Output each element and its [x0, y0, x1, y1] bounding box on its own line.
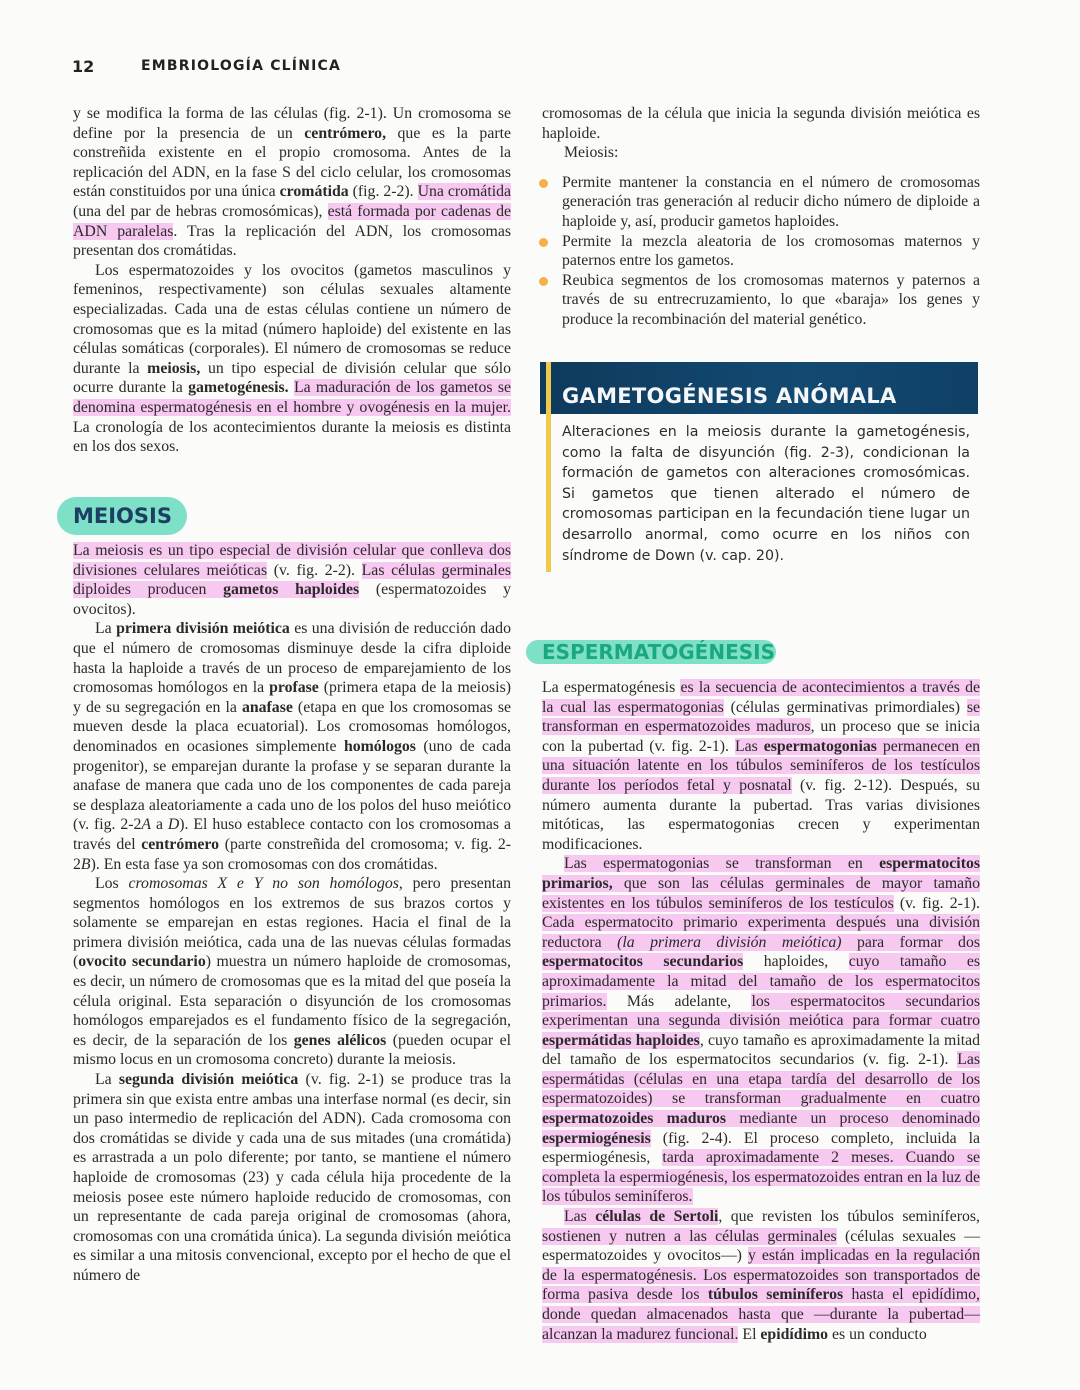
text-run: (pueden ocupar el mismo locus en un cromosoma concreto) durante la meiosis. [73, 1031, 512, 1069]
paragraph [542, 1207, 980, 1344]
box-text: Alteraciones en la meiosis durante la gametogénesis, como la falta de disyunción (fig. 2-3), condicionan la formación de gametos con alteraciones cromosómicas. Si gametos que tienen alterado el número de cromosomas participan en la fecundación tiene lugar un desarrollo anormal, como ocurre en los niños con síndrome de Down (v. cap. 20). [562, 424, 970, 564]
bold-term: primera división meiótica [116, 620, 290, 638]
text-run: (células sexuales —espermatozoides y ovocitos—) [542, 1227, 981, 1265]
highlighted-text: Las células germinales diploides producen [73, 561, 511, 599]
text-run: haploides, [743, 953, 849, 971]
text-run: B [80, 855, 91, 873]
highlighted-text: para formar dos [841, 933, 981, 951]
text-run: , que revisten los túbulos seminíferos, [718, 1208, 980, 1226]
bullet-item [542, 173, 980, 232]
bold-term: homólogos [343, 737, 416, 755]
text-run: ). El huso establece contacto con los cromosomas a través del [73, 816, 511, 853]
highlighted-text: Las espermátidas (células en una etapa tardía del desarrollo de los espermatozoides) se transforman gradualmente en cuatro [542, 1051, 980, 1108]
paragraph [73, 619, 511, 874]
paragraph [542, 854, 980, 1207]
highlighted-text: se transforman en espermatozoides maduros [542, 698, 981, 736]
text-run: cromosomas de la célula que inicia la segunda división meiótica es haploide. [542, 105, 980, 142]
text-run: (espermatozoides y ovocitos). [73, 581, 511, 618]
highlighted-text: gametos haploides [223, 581, 360, 599]
text-run: (v. fig. 2-1) se produce tras la primera sin que exista entre ambas una interfase normal (es decir, sin un paso intermedio de replicación del ADN). Cada cromosoma con dos cromátidas se divide y cada una de sus mitades (una cromátida) es arrastrada a un polo diferente; por tanto, se mantiene el número haploide de cromosomas (23) y cada célula hija procedente de la meiosis posee este número haploide reducido de cromosomas, con un representante de cada pareja original de cromosomas (ahora, cromosomas con una cromátida única). La segunda división meiótica es similar a una mitosis convencional, excepto por el hecho de que el número de [73, 1071, 511, 1284]
text-run: , cuyo tamaño es aproximadamente la mitad del tamaño de los espermatocitos secundarios (v. fig. 2-1). [542, 1031, 981, 1069]
highlighted-text: espermatocitos secundarios [542, 953, 744, 971]
bold-term: anafase [241, 698, 293, 716]
highlighted-text: permanecen en una situación latente en los túbulos seminíferos de los testículos durante los períodos fetal y posnatal [542, 737, 980, 794]
text-run: ). En esta fase ya son cromosomas con dos cromátidas. [90, 855, 438, 873]
meiosis-section-text [73, 541, 511, 1286]
highlighted-text: células de Sertoli [595, 1208, 719, 1226]
gametogenesis-anomala-box [540, 362, 978, 574]
highlighted-text: está formada por cadenas de ADN paralelas [73, 202, 511, 240]
highlighted-text: Una cromátida [417, 183, 512, 201]
meiosis-heading: MEIOSIS [57, 497, 187, 535]
text-run: (etapa en que los cromosomas se mueven desde la placa ecuatorial). Los cromosomas homólogos, denominados en ocasiones simplemente [73, 698, 511, 755]
highlighted-text: Las [734, 737, 764, 755]
paragraph [73, 1070, 511, 1286]
text-run: A [141, 816, 152, 834]
espermatogenesis-heading: ESPERMATOGÉNESIS [526, 640, 776, 664]
text-run: . Tras la replicación del ADN, los cromosomas presentan dos cromátidas. [73, 222, 511, 260]
text-run: La espermatogénesis [542, 679, 681, 696]
highlighted-text: espermatozoides maduros [542, 1110, 727, 1128]
highlighted-text: La maduración de los gametos se denomina espermatogénesis en el hombre y ovogénesis en la mujer. [73, 379, 511, 416]
highlighted-text: Las [564, 1208, 596, 1226]
highlighted-text: túbulos seminíferos [707, 1286, 844, 1304]
paragraph [73, 261, 511, 457]
text-run: (parte constreñida del cromosoma; v. fig. 2-2 [73, 835, 511, 873]
highlighted-text: (la primera división meiótica) [617, 933, 842, 951]
text-run: (v. fig. 2-1). [893, 894, 980, 912]
highlighted-text: Las espermatogonias se transforman en [564, 855, 880, 873]
text-run: (uno de cada progenitor), se emparejan durante la profase y se separan durante la anafase de manera que cada uno de los componentes de cada pareja se desplaza aleatoriamente a cada uno de los polos del huso meiótico (v. fig. 2-2 [73, 737, 511, 834]
text-run: Más adelante, [606, 992, 752, 1010]
bullet-item [542, 232, 980, 271]
bullet-text: Permite mantener la constancia en el número de cromosomas generación tras generación al reducir dicho número de diploide a haploide y, así, producir gametos haploides. [562, 173, 980, 230]
text-run: Meiosis: [564, 144, 619, 162]
text-run: Los espermatozoides y los ovocitos (gametos masculinos y femeninos, respectivamente) son células sexuales altamente especializadas. Cada una de estas células contiene un número de cromosomas que es la mitad (número haploide) del existente en las células somáticas (corporales). El número de cromosomas se reduce durante la [73, 261, 511, 377]
running-title: EMBRIOLOGÍA CLÍNICA [141, 58, 342, 74]
highlighted-text: hasta el epidídimo, donde quedan almacenados hasta que —durante la pubertad— alcanzan la madurez funcional. [542, 1286, 980, 1343]
text-run: D [167, 816, 180, 834]
text-run: que es la parte constreñida existente en el propio cromosoma. Antes de la replicación del ADN, en la fase S del ciclo celular, los cromosomas están constituidos por una única [73, 124, 511, 201]
highlighted-text: sostienen y nutren a las células germinales [542, 1227, 837, 1245]
bullet-dot-icon [539, 179, 548, 188]
bold-term: gametogénesis. [188, 379, 289, 397]
highlighted-text: tarda aproximadamente 2 meses. Cuando se completa la espermiogénesis, los espermatozoides entran en la luz de los túbulos seminíferos. [542, 1149, 981, 1206]
paragraph [542, 104, 980, 143]
paragraph [73, 104, 511, 261]
highlighted-text: y están implicadas en la regulación de la espermatogénesis. Los espermatozoides son transportados de forma pasiva desde los [542, 1247, 980, 1304]
bold-term: centrómero [141, 835, 220, 853]
bullet-text: Permite la mezcla aleatoria de los cromosomas maternos y paternos entre los gametos. [562, 232, 980, 270]
text-run: El [738, 1325, 761, 1343]
text-run: es una división de reducción dado que el número de cromosomas disminuye desde la cifra diploide hasta la haploide a través de un proceso de emparejamiento de los cromosomas homólogos en la [73, 620, 511, 697]
box-title: GAMETOGÉNESIS ANÓMALA [562, 384, 897, 408]
text-run: (primera etapa de la meiosis) y de su segregación en la [73, 679, 512, 716]
highlighted-text: mediante un proceso denominado [726, 1110, 980, 1128]
highlighted-text: es la secuencia de acontecimientos a través de la cual las espermatogonias [542, 679, 980, 716]
paragraph [73, 541, 511, 619]
text-run: (una del par de hebras cromosómicas), [73, 202, 328, 220]
text-run: , un proceso que se inicia con la pubertad (v. fig. 2-1). [542, 718, 980, 755]
text-run: (células germinativas primordiales) [723, 698, 967, 716]
page-number: 12 [72, 57, 95, 76]
highlighted-text: espermiogénesis [542, 1129, 651, 1147]
highlighted-text: que son las células germinales de mayor tamaño existentes en los túbulos seminíferos de los testículos [542, 874, 980, 912]
text-run: (v. fig. 2-12). Después, su número aumenta durante la pubertad. Tras varias divisiones mitóticas, las espermatogonias crecen y experimentan modificaciones. [542, 776, 980, 853]
right-intro [542, 104, 980, 330]
text-run: y se modifica la forma de las células (fig. 2-1). Un cromosoma se define por la presencia de un [73, 105, 511, 142]
highlighted-text: La meiosis es un tipo especial de división celular que conlleva dos divisiones celulares meióticas [73, 542, 511, 579]
text-run: es un conducto [828, 1325, 927, 1343]
text-run: ) muestra un número haploide de cromosomas, es decir, un número de cromosomas que es la mitad del que poseía la célula original. Esta separación o disyunción de los cromosomas homólogos emparejados es el fundamento físico de la segregación, es decir, de la separación de los [73, 953, 511, 1049]
paragraph [542, 678, 980, 854]
bold-term: meiosis, [147, 359, 201, 377]
bold-term: ovocito secundario [78, 953, 206, 971]
box-accent-bar [546, 362, 551, 572]
highlighted-text: Cada espermatocito primario experimenta después una división reductora [542, 914, 980, 951]
text-run: a [151, 816, 168, 834]
paragraph [542, 143, 980, 163]
bold-term: epidídimo [760, 1325, 829, 1343]
espermatogenesis-section-text [542, 678, 980, 1344]
text-run: un tipo especial de división celular que sólo ocurre durante la [73, 359, 512, 397]
text-run: Los [95, 875, 129, 893]
text-run: pero presentan segmentos homólogos en los extremos de sus brazos cortos y solamente se emparejan en estas regiones. Hacia el final de la primera división meiótica, cada una de las nuevas células formadas ( [73, 875, 511, 971]
left-intro-text [73, 104, 511, 457]
meiosis-bullet-list [542, 173, 980, 330]
highlighted-text: cuyo tamaño es aproximadamente la mitad del tamaño de los espermatocitos primarios. [542, 953, 981, 1010]
bullet-dot-icon [539, 277, 548, 286]
text-run: (v. fig. 2-2). [267, 561, 362, 579]
bold-term: cromátida [279, 183, 349, 201]
text-run: La [95, 620, 117, 638]
highlighted-text: espermátidas haploides [542, 1031, 700, 1049]
text-run: (fig. 2-4). El proceso completo, incluida la espermiogénesis, [542, 1129, 980, 1167]
bold-term: genes alélicos [293, 1031, 387, 1049]
right-intro-text [542, 104, 980, 163]
text-run: La cronología de los acontecimientos durante la meiosis es distinta en los dos sexos. [73, 418, 511, 456]
highlighted-text: espermatocitos primarios, [542, 855, 980, 892]
text-run: (fig. 2-2). [348, 183, 418, 201]
bold-term: segunda división meiótica [118, 1071, 299, 1089]
text-run: La [95, 1071, 119, 1089]
bullet-dot-icon [539, 238, 548, 247]
paragraph [73, 874, 511, 1070]
bold-term: centrómero, [304, 124, 387, 142]
bullet-item [542, 271, 980, 330]
highlighted-text: los espermatocitos secundarios experimentan una segunda división meiótica para formar cuatro [542, 992, 981, 1030]
text-run: cromosomas X e Y no son homólogos, [128, 875, 403, 893]
bold-term: profase [269, 679, 319, 697]
bullet-text: Reubica segmentos de los cromosomas maternos y paternos a través de su entrecruzamiento, lo que «baraja» los genes y produce la recombinación del material genético. [562, 271, 980, 328]
highlighted-text: espermatogonias [763, 737, 877, 755]
